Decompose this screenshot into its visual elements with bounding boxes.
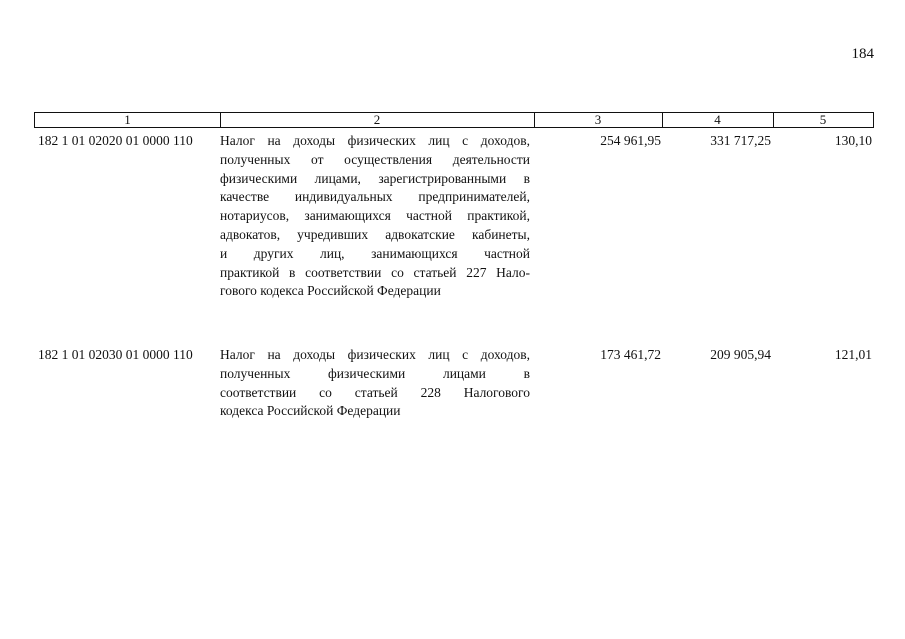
column-header-row <box>34 112 874 128</box>
tax-description <box>220 346 530 421</box>
page-number: 184 <box>851 46 874 62</box>
description-line: полученных от осуществления деятельности <box>220 151 530 167</box>
classification-code: 182 1 01 02030 01 0000 110 <box>38 347 193 362</box>
description-line: практикой в соответствии со статьей 227 Нало- <box>220 264 530 280</box>
description-line: нотариусов, занимающихся частной практикой, <box>220 208 530 224</box>
description-line: физическими лицами, зарегистрированными в <box>220 170 530 186</box>
tax-description <box>220 132 530 301</box>
column-header-5: 5 <box>819 112 827 127</box>
value-column-4: 331 717,25 <box>710 133 771 148</box>
description-line: адвокатов, учредивших адвокатские кабинеты, <box>220 226 530 242</box>
description-line: Налог на доходы физических лиц с доходов, <box>220 133 530 148</box>
description-line: Налог на доходы физических лиц с доходов, <box>220 347 530 362</box>
value-column-5: 130,10 <box>834 133 872 148</box>
column-header-3: 3 <box>594 112 602 127</box>
value-column-4: 209 905,94 <box>710 347 771 362</box>
column-header-1: 1 <box>124 112 131 127</box>
description-line: кодекса Российской Федерации <box>220 403 401 419</box>
description-line: полученных физическими лицами в <box>220 365 530 381</box>
classification-code: 182 1 01 02020 01 0000 110 <box>38 133 193 148</box>
description-line: гового кодекса Российской Федерации <box>220 283 441 299</box>
value-column-3: 254 961,95 <box>600 133 661 148</box>
column-header-4: 4 <box>714 112 721 127</box>
description-line: качестве индивидуальных предпринимателей, <box>220 189 530 205</box>
description-line: соответствии со статьей 228 Налогового <box>220 384 530 400</box>
value-column-5: 121,01 <box>834 347 872 362</box>
column-header-2: 2 <box>373 112 381 127</box>
description-line: и других лиц, занимающихся частной <box>220 245 530 261</box>
value-column-3: 173 461,72 <box>600 347 661 362</box>
